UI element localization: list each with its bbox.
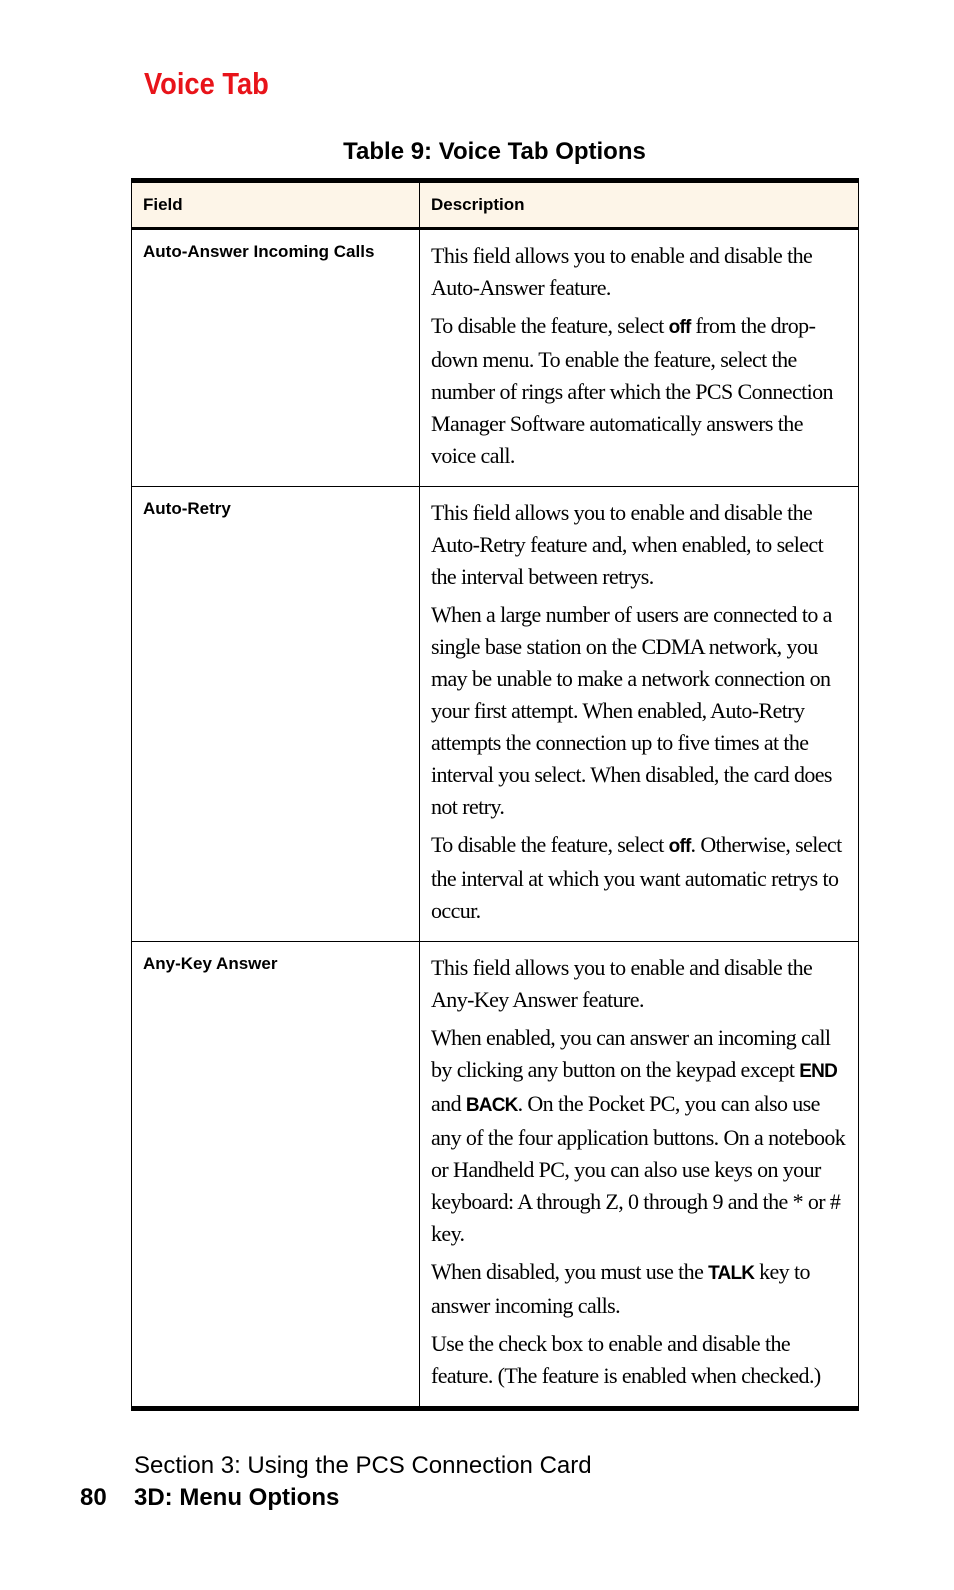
option-value: off: [668, 836, 691, 857]
table-row: [132, 229, 859, 487]
table-row: [132, 487, 859, 942]
text-run: To disable the feature, select: [431, 313, 669, 338]
table-caption: Table 9: Voice Tab Options: [343, 138, 646, 165]
description-paragraph: [431, 310, 850, 472]
footer-section-title: Section 3: Using the PCS Connection Card: [134, 1452, 592, 1479]
voice-tab-options-table: [131, 178, 859, 1411]
field-name: Auto-Retry: [132, 487, 420, 942]
description-paragraph: [431, 829, 850, 927]
description-paragraph: This field allows you to enable and disable the Any-Key Answer feature.: [431, 955, 813, 1012]
page-number: 80: [80, 1484, 107, 1511]
field-description: [420, 229, 859, 487]
key-name: END: [799, 1061, 837, 1082]
field-name: Auto-Answer Incoming Calls: [132, 229, 420, 487]
text-run: . On the Pocket PC, you can also use any of the four application buttons. On a notebook or Handheld PC, you can also use keys on your keyboard: A through Z, 0 through 9 and the * or # key.: [431, 1091, 846, 1246]
text-run: . Otherwise, select the interval at which you want automatic retrys to occur.: [431, 832, 842, 923]
field-description: [420, 942, 859, 1409]
description-paragraph: Use the check box to enable and disable the feature. (The feature is enabled when checked.): [431, 1331, 821, 1388]
description-paragraph: This field allows you to enable and disable the Auto-Retry feature and, when enabled, to select the interval between retrys.: [431, 500, 824, 589]
text-run: from the drop-down menu. To enable the feature, select the number of rings after which the PCS Connection Manager Software automatically answers the voice call.: [431, 313, 833, 468]
key-name: TALK: [708, 1263, 755, 1284]
field-description: [420, 487, 859, 942]
footer-chapter-title: 3D: Menu Options: [134, 1484, 340, 1511]
table-header-row: [132, 181, 859, 229]
text-run: When disabled, you must use the: [431, 1259, 709, 1284]
description-paragraph: [431, 1256, 850, 1322]
key-name: BACK: [465, 1095, 518, 1116]
page-heading: Voice Tab: [144, 66, 269, 101]
description-paragraph: [431, 1022, 850, 1250]
text-run: To disable the feature, select: [431, 832, 669, 857]
field-name: Any-Key Answer: [132, 942, 420, 1409]
text-run: key to answer incoming calls.: [431, 1259, 810, 1318]
column-header-description: Description: [420, 181, 859, 229]
text-run: When enabled, you can answer an incoming call by clicking any button on the keypad except: [431, 1025, 831, 1082]
text-run: and: [431, 1091, 466, 1116]
description-paragraph: This field allows you to enable and disable the Auto-Answer feature.: [431, 243, 813, 300]
option-value: off: [668, 317, 691, 338]
table-row: [132, 942, 859, 1409]
description-paragraph: When a large number of users are connected to a single base station on the CDMA network, you may be unable to make a network connection on your first attempt. When enabled, Auto-Retry attempts the connection up to five times at the interval you select. When disabled, the card does not retry.: [431, 602, 832, 819]
column-header-field: Field: [132, 181, 420, 229]
